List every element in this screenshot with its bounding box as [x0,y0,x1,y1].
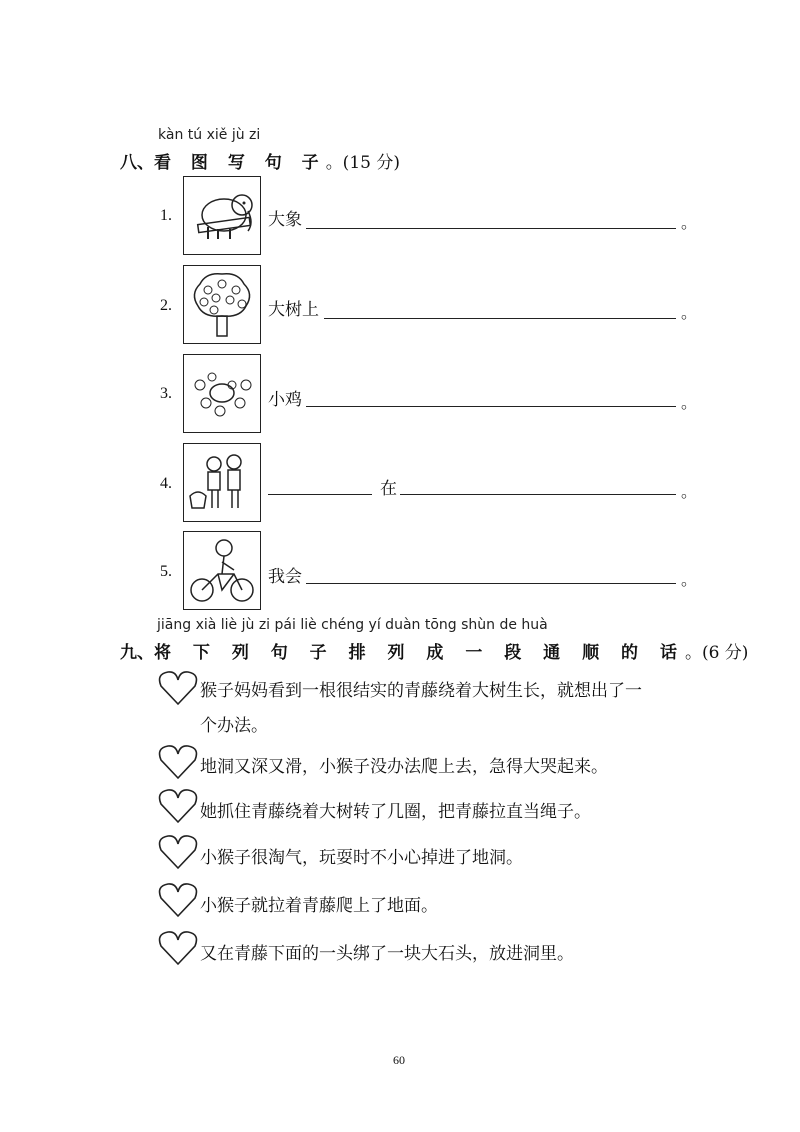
item-middle: 在 [380,479,397,499]
item-number: 3. [160,385,172,402]
item-number: 2. [160,297,172,314]
sentence-text: 猴子妈妈看到一根很结实的青藤绕着大树生长，就想出了一 [200,681,642,701]
sentence-text: 地洞又深又滑，小猴子没办法爬上去，急得大哭起来。 [200,757,608,777]
sentence-text: 小猴子很淘气，玩耍时不小心掉进了地洞。 [200,848,523,868]
answer-line[interactable] [306,406,676,407]
sentence-text-continued: 个办法。 [200,716,268,736]
item-period: 。 [681,213,698,232]
section8-score: 。(15 分) [325,153,400,173]
answer-line[interactable] [268,494,372,495]
heart-answer-box[interactable] [158,744,198,780]
answer-line[interactable] [400,494,676,495]
section8-title: 看 图 写 句 子 [154,153,326,173]
heart-answer-box[interactable] [158,670,198,706]
heart-answer-box[interactable] [158,788,198,824]
item-prefix: 大象 [268,210,302,230]
item-number: 5. [160,563,172,580]
answer-line[interactable] [306,583,676,584]
section8-number: 八、 [120,153,154,173]
page-number: 60 [393,1053,405,1067]
section8-pinyin: kàn tú xiě jù zi [158,127,261,143]
heart-answer-box[interactable] [158,834,198,870]
section9-score: 。(6 分) [684,643,749,663]
section9-number: 九、 [120,643,154,663]
item-period: 。 [681,482,698,501]
heart-answer-box[interactable] [158,882,198,918]
section9-title: 将 下 列 句 子 排 列 成 一 段 通 顺 的 话 [154,643,685,663]
section8-heading [120,148,400,173]
sentence-text: 又在青藤下面的一头绑了一块大石头，放进洞里。 [200,944,574,964]
item-number: 1. [160,207,172,224]
section9-heading [120,638,748,663]
answer-line[interactable] [324,318,676,319]
item-period: 。 [681,570,698,589]
item-prefix: 大树上 [268,300,319,320]
apple-tree-picture [183,265,261,344]
item-prefix: 我会 [268,567,302,587]
sentence-text: 小猴子就拉着青藤爬上了地面。 [200,896,438,916]
item-period: 。 [681,393,698,412]
elephant-picture [183,176,261,255]
bicycle-picture [183,531,261,610]
children-picture [183,443,261,522]
sentence-text: 她抓住青藤绕着大树转了几圈，把青藤拉直当绳子。 [200,802,591,822]
section9-pinyin: jiāng xià liè jù zi pái liè chéng yí duàn tōng shùn de huà [157,617,548,633]
answer-line[interactable] [306,228,676,229]
item-prefix: 小鸡 [268,390,302,410]
item-period: 。 [681,303,698,322]
chicks-picture [183,354,261,433]
heart-answer-box[interactable] [158,930,198,966]
item-number: 4. [160,475,172,492]
